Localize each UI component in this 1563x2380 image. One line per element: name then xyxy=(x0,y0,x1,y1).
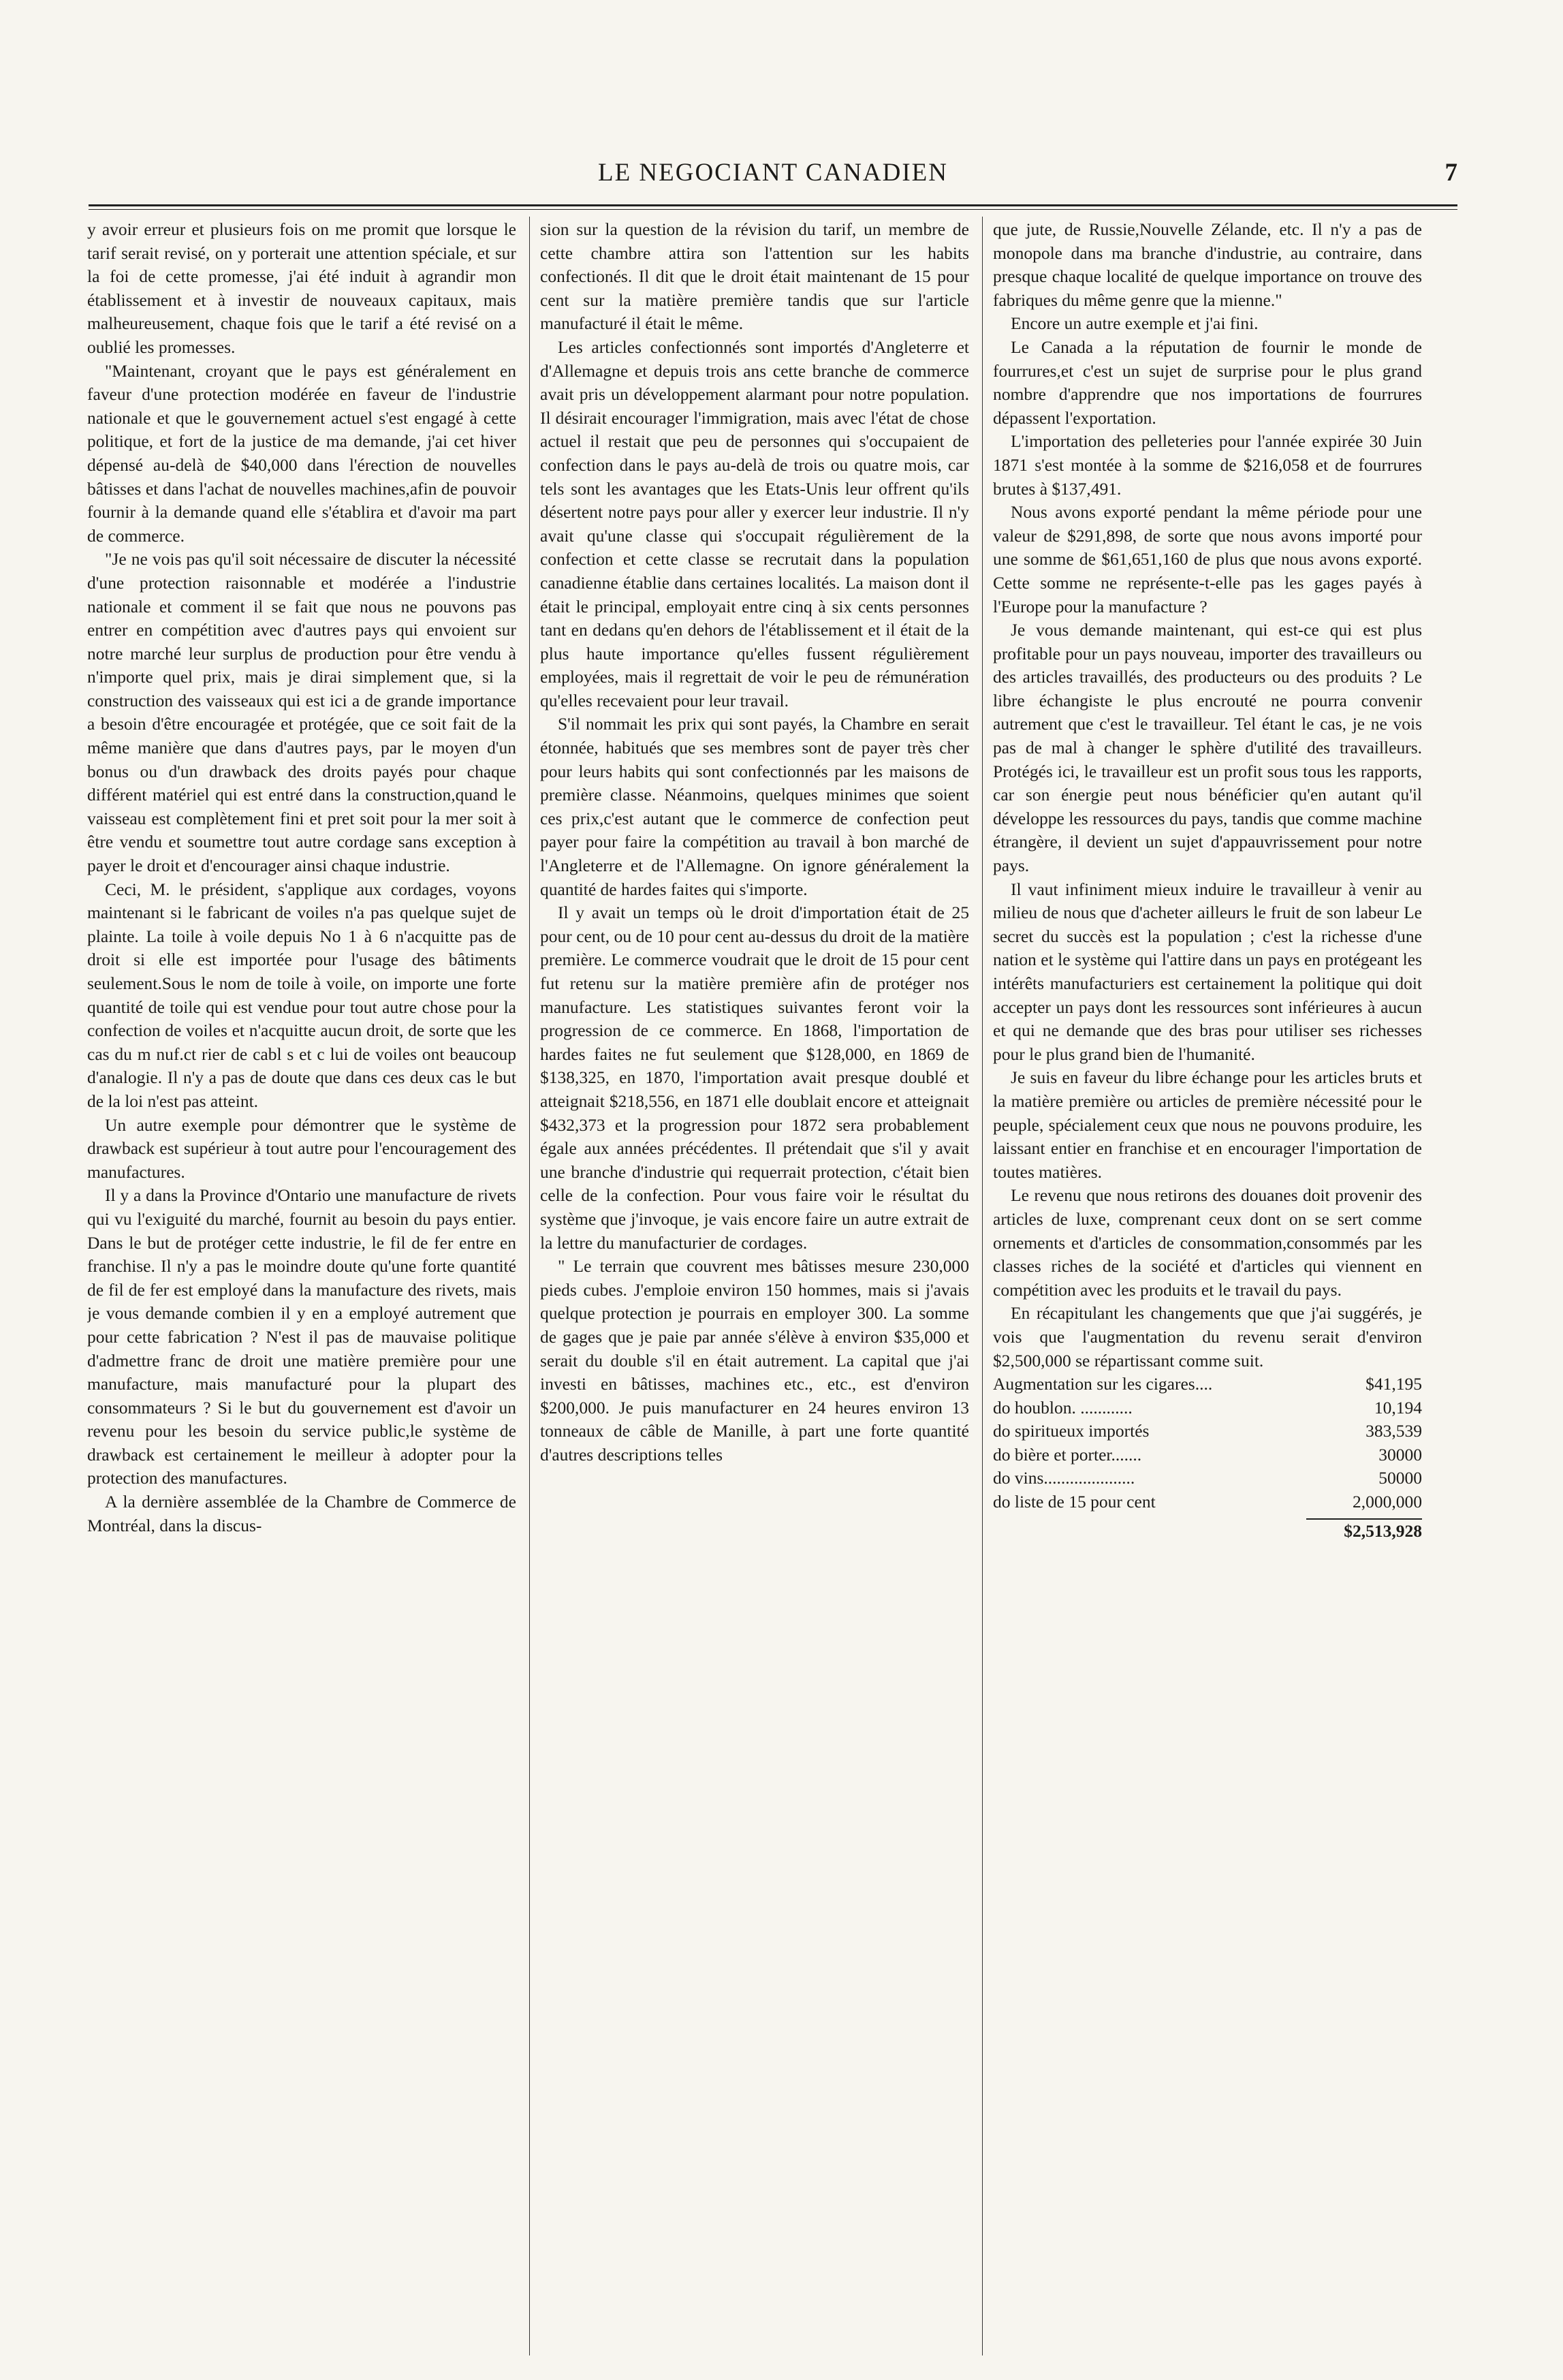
paragraph: Ceci, M. le président, s'applique aux cordages, voyons maintenant si le fabricant de voiles n'a pas quelque sujet de plainte. La toile à voile depuis No 1 à 6 n'acquitte pas de droit si elle est importée pour l'usage des bâtiments seulement.Sous le nom de toile à voile, on importe une forte quantité de toile qui est vendue pour tout autre chose pour la confection de voiles et n'acquitte aucun droit, de sorte que les cas du m nuf.ct rier de cabl s et c lui de voiles ont beaucoup d'analogie. Il n'y a pas de doute que dans ces deux cas le but de la loi n'est pas atteint. xyxy=(87,879,516,1111)
paragraph: A la dernière assemblée de la Chambre de Commerce de Montréal, dans la discus- xyxy=(87,1492,516,1535)
paragraph: Le Canada a la réputation de fournir le monde de fourrures,et c'est un sujet de surprise pour le plus grand nombre d'apprendre que nos importations de fourrures dépassent l'exportation. xyxy=(993,336,1422,428)
header-rule xyxy=(89,204,1457,206)
paragraph: S'il nommait les prix qui sont payés, la Chambre en serait étonnée, habitués que ses membres sont de payer très cher pour leurs habits qui sont confectionnés par les maisons de première classe. Néanmoins, quelques minimes que soient ces prix,c'est autant que le commerce de confection peut payer pour faire la compétition au travail à bon marché de l'Angleterre et de l'Allemagne. On ignore généralement la quantité de hardes faites qui s'importe. xyxy=(540,714,969,899)
ledger-amount: 383,539 xyxy=(1365,1421,1422,1441)
column-3 xyxy=(993,218,1422,2350)
paragraph: Les articles confectionnés sont importés d'Angleterre et d'Allemagne et depuis trois ans cette branche de commerce avait pris un développement alarmant pour notre population. Il désirait encourager l'immigration, mais avec l'état de chose actuel il restait que peu de personnes qui s'occupaient de confection dans le pays au-delà de trois ou quatre mois, car tels sont les avantages que les Etats-Unis leur offrent qu'ils désertent notre pays pour aller y exercer leur industrie. Il n'y avait qu'une classe qui s'occupait régulièrement de la confection et cette classe se recrutait dans la population canadienne établie dans certaines localités. La maison dont il était le principal, employait entre cinq à six cents personnes tant en dedans qu'en dehors de l'établissement et il était de la plus haute importance qu'elles fussent régulièrement employées, mais il regrettait de voir le peu de rémunération qu'elles recevaient pour leur travail. xyxy=(540,336,969,710)
revenue-ledger xyxy=(993,1373,1422,1514)
ledger-amount: 30000 xyxy=(1378,1444,1422,1465)
paragraph: " Le terrain que couvrent mes bâtisses mesure 230,000 pieds cubes. J'emploie environ 150 hommes, mais si j'avais quelque protection je pourrais en employer 300. La somme de gages que je paie par année s'élève à environ $35,000 et serait du double s'il en était autrement. La capital que j'ai investi en bâtisses, machines etc., etc., est d'environ $200,000. Je puis manufacturer en 24 heures environ 13 tonneaux de câble de Manille, à part une forte quantité d'autres descriptions telles xyxy=(540,1256,969,1465)
running-title: LE NEGOCIANT CANADIEN xyxy=(597,159,949,187)
paragraph: Je suis en faveur du libre échange pour les articles bruts et la matière première ou articles de première nécessité pour le peuple, spécialement ceux que nous ne pouvons produire, les laissant entier en franchise et en encourager l'importation de toutes matières. xyxy=(993,1067,1422,1182)
paragraph: L'importation des pelleteries pour l'année expirée 30 Juin 1871 s'est montée à la somme de $216,058 et de fourrures brutes à $137,491. xyxy=(993,431,1422,499)
ledger-amount: 2,000,000 xyxy=(1353,1492,1422,1512)
ledger-label: do spiritueux importés xyxy=(993,1421,1150,1441)
ledger-total xyxy=(993,1518,1422,1544)
ledger-row xyxy=(993,1420,1422,1443)
ledger-label: do houblon. ............ xyxy=(993,1397,1133,1418)
paragraph: Un autre exemple pour démontrer que le système de drawback est supérieur à tout autre pour l'encouragement des manufactures. xyxy=(87,1114,516,1182)
column-2 xyxy=(540,218,969,2350)
page-header xyxy=(89,158,1457,193)
ledger-amount: 50000 xyxy=(1378,1468,1422,1488)
paragraph: sion sur la question de la révision du tarif, un membre de cette chambre attira son l'attention sur les habits confectionés. Il dit que le droit était maintenant de 15 pour cent sur la matière première tandis que sur l'article manufacturé il était le même. xyxy=(540,219,969,334)
header-rule-thin xyxy=(89,209,1457,210)
column-divider-1 xyxy=(529,217,530,2355)
column-1 xyxy=(87,218,516,2350)
ledger-label: do bière et porter....... xyxy=(993,1444,1142,1465)
ledger-total-amount: $2,513,928 xyxy=(1306,1518,1422,1544)
ledger-amount: 10,194 xyxy=(1374,1397,1422,1418)
paragraph: "Je ne vois pas qu'il soit nécessaire de discuter la nécessité d'une protection raisonnable et modérée a l'industrie nationale et comment il se fait que nous ne pouvons pas entrer en compétition avec d'autres pays qui envoient sur notre marché leur surplus de production pour être vendu à n'importe quel prix, mais je dirai simplement que, si la construction des vaisseaux qui est ici a de grande importance a besoin d'être encouragée et protégée, que ce soit fait de la même manière que dans d'autres pays, par le moyen d'un bonus ou d'un drawback des droits payés pour chaque différent matériel qui est entré dans la construction,quand le vaisseau est complètement fini et pret soit pour la mer soit à être vendu et soumettre tout autre cordage sans exception à payer le droit et d'encourager ainsi chaque industrie. xyxy=(87,549,516,876)
paragraph: que jute, de Russie,Nouvelle Zélande, etc. Il n'y a pas de monopole dans ma branche d'industrie, au contraire, dans presque chaque localité de quelque importance on trouve des fabriques du même genre que la mienne." xyxy=(993,219,1422,310)
paragraph: Le revenu que nous retirons des douanes doit provenir des articles de luxe, comprenant ceux dont on se sert comme ornements et d'articles de consommation,consommés par les classes riches de la société et d'articles qui viennent en compétition avec les produits et le travail du pays. xyxy=(993,1185,1422,1300)
ledger-row xyxy=(993,1396,1422,1420)
ledger-row xyxy=(993,1373,1422,1396)
page-number: 7 xyxy=(1444,159,1457,187)
paragraph: Nous avons exporté pendant la même période pour une valeur de $291,898, de sorte que nous avons importé pour une somme de $61,651,160 de plus que nous avons exporté. Cette somme ne représente-t-elle pas les gages payés à l'Europe pour la manufacture ? xyxy=(993,502,1422,616)
ledger-amount: $41,195 xyxy=(1365,1374,1422,1394)
ledger-label: Augmentation sur les cigares.... xyxy=(993,1374,1213,1394)
ledger-row xyxy=(993,1490,1422,1514)
column-divider-2 xyxy=(982,217,983,2355)
paragraph: En récapitulant les changements que que j'ai suggérés, je vois que l'augmentation du revenu serait d'environ $2,500,000 se répartissant comme suit. xyxy=(993,1303,1422,1371)
ledger-row xyxy=(993,1443,1422,1467)
paragraph: Je vous demande maintenant, qui est-ce qui est plus profitable pour un pays nouveau, importer des travailleurs ou des articles travaillés, des producteurs ou des produits ? Le libre échangiste le plus encrouté ne pourra convenir autrement que c'est le travailleur. Tel étant le cas, je ne vois pas de mal à changer le sphère d'utilité des travailleurs. Protégés ici, le travailleur est un profit sous tous les rapports, car son énergie peut nous bénéficier qu'en autant qu'il développe les ressources du pays, tandis que comme machine étrangère, il devient un sujet d'appauvrissement pour notre pays. xyxy=(993,620,1422,876)
paragraph: y avoir erreur et plusieurs fois on me promit que lorsque le tarif serait revisé, on y porterait une attention spéciale, et sur la foi de cette promesse, j'ai été induit à agrandir mon établissement et à investir de nouveaux capitaux, mais malheureusement, chaque fois que le tarif a été revisé on a oublié les promesses. xyxy=(87,219,516,357)
paragraph: "Maintenant, croyant que le pays est généralement en faveur d'une protection modérée en faveur de l'industrie nationale et que le gouvernement actuel s'est engagé à cette politique, et fort de la justice de ma demande, j'ai cet hiver dépensé au-delà de $40,000 dans l'érection de nouvelles bâtisses et dans l'achat de nouvelles machines,afin de pouvoir fournir à la demande quand elle s'établira et d'avoir ma part de commerce. xyxy=(87,360,516,546)
paragraph: Il y avait un temps où le droit d'importation était de 25 pour cent, ou de 10 pour cent au-dessus du droit de la matière première. Le commerce voudrait que le droit de 15 pour cent fut retenu sur la matière première afin de protéger nos manufacture. Les statistiques suivantes feront voir la progression de ce commerce. En 1868, l'importation de hardes faites ne fut seulement que $128,000, en 1869 de $138,325, en 1870, l'importation avait presque doublé et atteignait $218,556, en 1871 elle doublait encore et atteignait $432,373 et la progression pour 1872 sera probablement égale aux années précédentes. Il prétendait que s'il y avait une branche d'industrie qui requerrait protection, c'était bien celle de la confection. Pour vous faire voir le résultat du système que j'invoque, je vais encore faire un autre extrait de la lettre du manufacturier de cordages. xyxy=(540,903,969,1253)
paragraph: Il y a dans la Province d'Ontario une manufacture de rivets qui vu l'exiguité du marché, fournit au besoin du pays entier. Dans le but de protéger cette industrie, le fil de fer entre en franchise. Il n'y a pas le moindre doute qu'une forte quantité de fil de fer est employé dans la manufacture des rivets, mais je vous demande combien il y en a employé autrement que pour cette fabrication ? N'est il pas de mauvaise politique d'admettre franc de droit une matière première pour une manufacture, mais manufacturé pour la plupart des consommateurs ? Si le but du gouvernement est d'avoir un revenu pour les besoin du service public,le système de drawback est certainement le meilleur à adopter pour la protection des manufactures. xyxy=(87,1185,516,1488)
paragraph: Encore un autre exemple et j'ai fini. xyxy=(1011,313,1259,334)
ledger-row xyxy=(993,1467,1422,1490)
ledger-label: do liste de 15 pour cent xyxy=(993,1492,1156,1512)
ledger-label: do vins..................... xyxy=(993,1468,1135,1488)
paragraph: Il vaut infiniment mieux induire le travailleur à venir au milieu de nous que d'acheter ailleurs le fruit de son labeur Le secret du succès est la population ; c'est la richesse d'une nation et le système qui l'attire dans un pays en protégeant les intérêts manufacturiers est certainement la politique qui doit accepter un pays dont les ressources sont inférieures à aucun et qui ne demande que des bras pour utiliser ses richesses pour le plus grand bien de l'humanité. xyxy=(993,879,1422,1064)
